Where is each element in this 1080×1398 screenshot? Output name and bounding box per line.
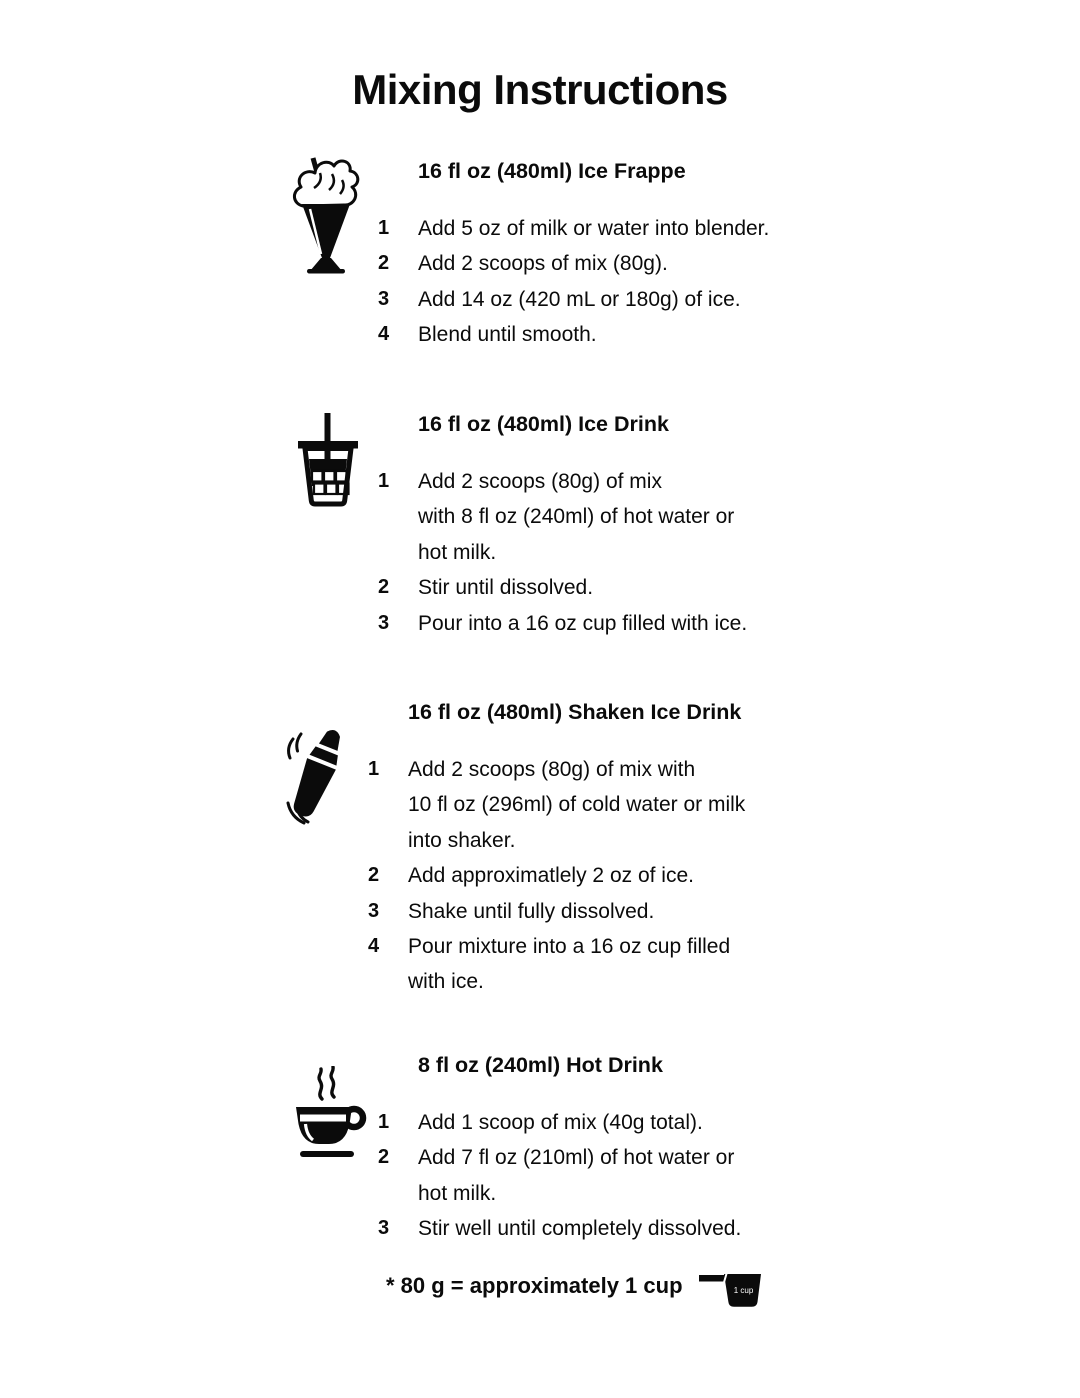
instruction-step [378, 1105, 1080, 1140]
step-text [418, 282, 741, 317]
step-text [408, 929, 730, 1000]
step-line: Add approximatlely 2 oz of ice. [408, 864, 694, 888]
step-text [418, 570, 593, 605]
measuring-cup-icon [699, 1271, 763, 1309]
instruction-step [378, 464, 1080, 570]
step-line: Stir until dissolved. [418, 576, 594, 600]
step-line: Shake until fully dissolved. [408, 899, 655, 923]
instruction-step [378, 1140, 1080, 1211]
step-text [418, 211, 769, 246]
cocktail-shaker-icon [280, 725, 354, 831]
steps-list [378, 1105, 1080, 1247]
step-line: Add 7 fl oz (210ml) of hot water or [418, 1146, 735, 1170]
step-text [418, 1140, 734, 1211]
step-line: with ice. [408, 970, 484, 994]
step-number: 3 [378, 1217, 390, 1240]
step-number: 1 [378, 217, 390, 239]
step-number: 2 [378, 1146, 390, 1169]
section-icon-slot [296, 413, 360, 511]
section-heading: 16 fl oz (480ml) Ice Frappe [418, 159, 686, 183]
section-heading: 16 fl oz (480ml) Ice Drink [418, 412, 669, 436]
step-number: 2 [368, 864, 380, 887]
section-content [378, 411, 1080, 641]
instruction-step [368, 858, 1080, 893]
step-text [418, 606, 747, 641]
step-line: Add 5 oz of milk or water into blender. [418, 217, 770, 240]
instruction-step [378, 570, 1080, 605]
steps-list [378, 464, 1080, 641]
footnote [386, 1270, 763, 1309]
step-number: 2 [378, 252, 390, 275]
step-line: Blend until smooth. [418, 323, 597, 347]
step-number: 3 [378, 611, 390, 634]
section-icon-slot [290, 154, 362, 284]
step-text [408, 752, 745, 858]
step-number: 4 [368, 935, 380, 958]
frappe-cup-icon [290, 154, 362, 284]
section-shaken-ice-drink [0, 699, 1080, 1000]
step-line: Add 2 scoops of mix (80g). [418, 252, 668, 276]
instruction-step [368, 752, 1080, 858]
step-number: 1 [378, 1111, 390, 1133]
instruction-step [368, 929, 1080, 1000]
step-number: 1 [368, 758, 380, 780]
step-text [408, 894, 654, 929]
hot-drink-cup-icon [291, 1066, 369, 1162]
step-number: 1 [378, 470, 390, 492]
steps-list [378, 211, 1080, 353]
step-line: Add 2 scoops (80g) of mix [418, 470, 662, 493]
step-line: Add 2 scoops (80g) of mix with [408, 758, 696, 781]
step-number: 3 [368, 899, 380, 922]
section-content [378, 158, 1080, 353]
step-line: Stir well until completely dissolved. [418, 1217, 742, 1241]
section-heading: 16 fl oz (480ml) Shaken Ice Drink [408, 700, 742, 724]
instruction-step [378, 211, 1080, 246]
step-text [408, 858, 694, 893]
steps-list [368, 752, 1080, 1000]
section-hot-drink [0, 1052, 1080, 1247]
step-line: Pour mixture into a 16 oz cup filled [408, 935, 731, 959]
step-text [418, 1105, 703, 1140]
step-line: hot milk. [418, 540, 497, 564]
section-icon-slot [291, 1066, 369, 1162]
page-title: Mixing Instructions [352, 66, 728, 113]
section-content [368, 699, 1080, 1000]
ice-drink-cup-icon [296, 413, 360, 511]
instruction-step [368, 894, 1080, 929]
step-line: with 8 fl oz (240ml) of hot water or [418, 505, 735, 529]
section-ice-drink [0, 411, 1080, 641]
step-text [418, 317, 597, 352]
step-line: Add 14 oz (420 mL or 180g) of ice. [418, 287, 741, 311]
step-line: hot milk. [418, 1181, 497, 1205]
footnote-text: * 80 g = approximately 1 cup [386, 1273, 683, 1298]
step-line: Add 1 scoop of mix (40g total). [418, 1111, 703, 1134]
instruction-step [378, 1211, 1080, 1246]
instruction-step [378, 246, 1080, 281]
step-text [418, 246, 668, 281]
step-number: 3 [378, 287, 390, 310]
step-line: Pour into a 16 oz cup filled with ice. [418, 611, 748, 635]
step-text [418, 464, 734, 570]
instruction-step [378, 606, 1080, 641]
section-icon-slot [280, 725, 354, 831]
step-number: 4 [378, 323, 390, 346]
section-content [378, 1052, 1080, 1247]
instruction-step [378, 317, 1080, 352]
section-ice-frappe [0, 158, 1080, 353]
section-heading: 8 fl oz (240ml) Hot Drink [418, 1053, 663, 1077]
step-text [418, 1211, 741, 1246]
step-line: into shaker. [408, 828, 516, 852]
cup-size-label: 1 cup [733, 1286, 753, 1295]
step-number: 2 [378, 576, 390, 599]
instruction-step [378, 282, 1080, 317]
step-line: 10 fl oz (296ml) of cold water or milk [408, 793, 746, 817]
